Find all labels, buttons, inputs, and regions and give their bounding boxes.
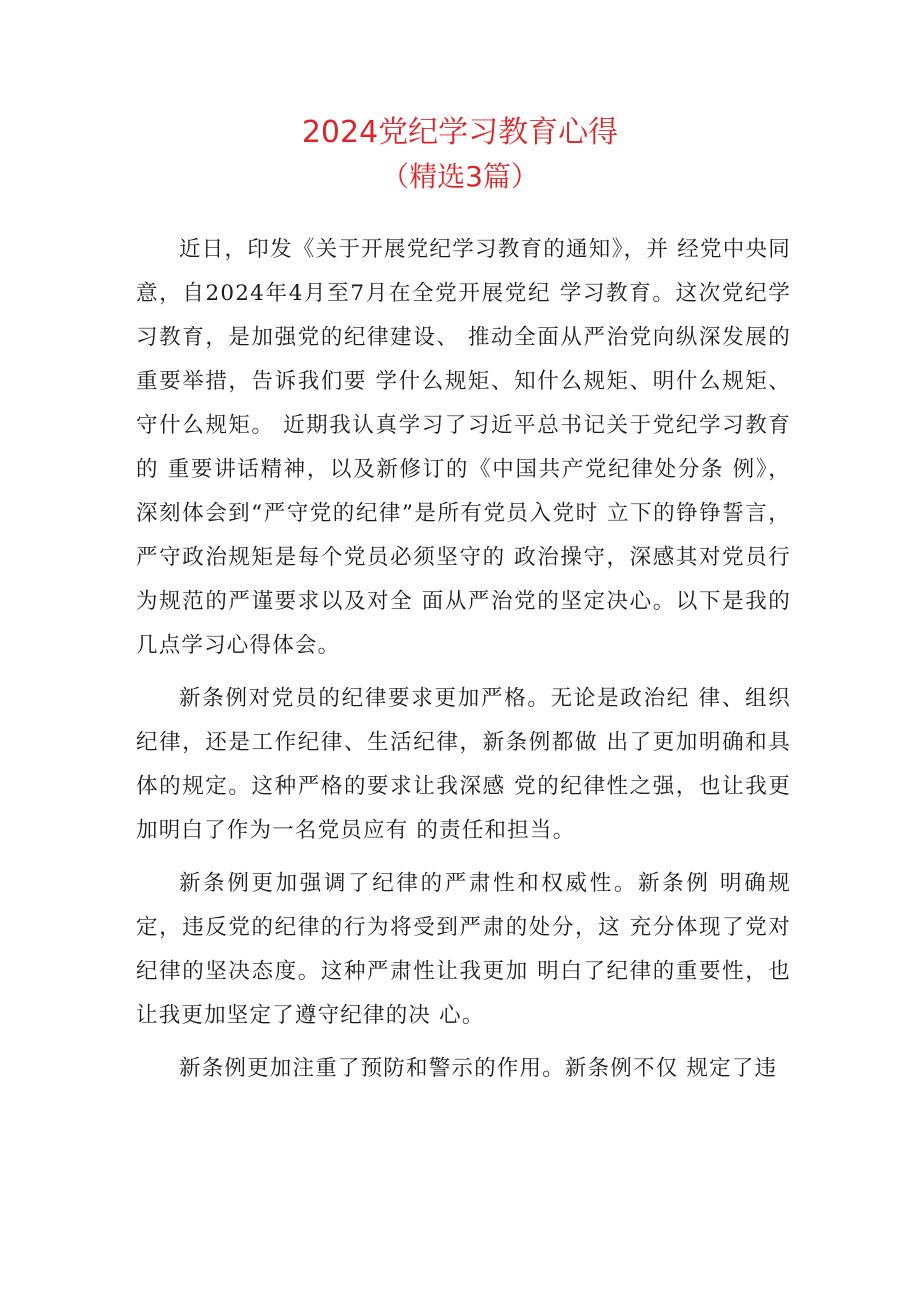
paragraph-2: 新条例对党员的纪律要求更加严格。无论是政治纪 律、组织纪律，还是工作纪律、生活纪律，新条例都做 出了更加明确和具体的规定。这种严格的要求让我深感 党的纪律性之强，也让我更加明白了作为一名党员应有 的责任和担当。 bbox=[136, 686, 791, 843]
document-title: 2024党纪学习教育心得 bbox=[301, 115, 619, 150]
document-subtitle: （精选3篇） bbox=[381, 160, 539, 193]
paragraph-3: 新条例更加强调了纪律的严肃性和权威性。新条例 明确规定，违反党的纪律的行为将受到严肃的处分，这 充分体现了党对纪律的坚决态度。这种严肃性让我更加 明白了纪律的重要性，也让我更加坚定了遵守纪律的决 心。 bbox=[136, 871, 791, 1028]
paragraph-4: 新条例更加注重了预防和警示的作用。新条例不仅 规定了违 bbox=[179, 1056, 778, 1081]
document-body bbox=[136, 228, 791, 1100]
paragraph-1: 近日，印发《关于开展党纪学习教育的通知》，并 经党中央同意，自2024年4月至7月在全党开展党纪 学习教育。这次党纪学习教育，是加强党的纪律建设、 推动全面从严治党向纵深发展的重要举措，告诉我们要 学什么规矩、知什么规矩、明什么规矩、守什么规矩。 近期我认真学习了习近平总书记关于党纪学习教育的 重要讲话精神，以及新修订的《中国共产党纪律处分条 例》，深刻体会到“严守党的纪律”是所有党员入党时 立下的铮铮誓言，严守政治规矩是每个党员必须坚守的 政治操守，深感其对党员行为规范的严谨要求以及对全 面从严治党的坚定决心。以下是我的几点学习心得体会。 bbox=[136, 237, 791, 658]
title-block bbox=[0, 110, 920, 198]
